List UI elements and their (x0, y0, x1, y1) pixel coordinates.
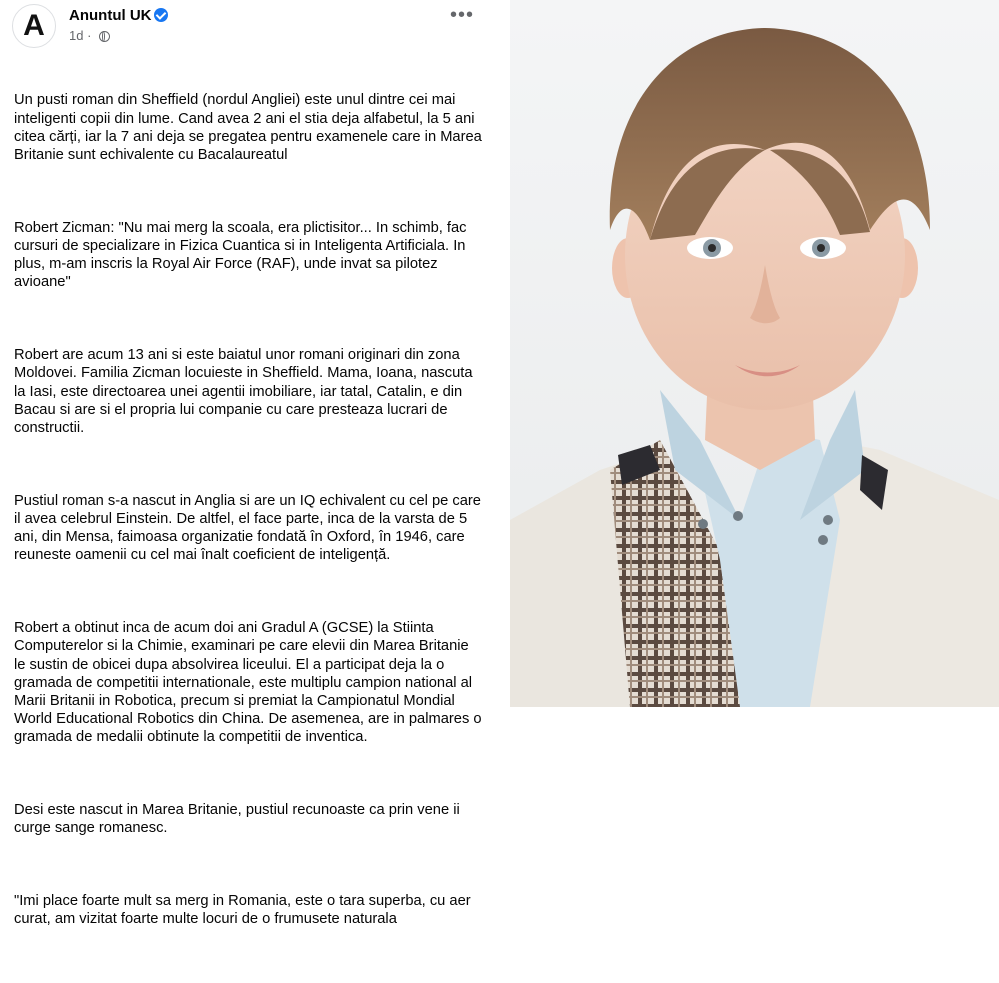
page-name-row (69, 7, 168, 24)
post-meta: 1d · (69, 28, 110, 43)
globe-icon (99, 31, 110, 42)
post-paragraph: Desi este nascut in Marea Britanie, pustiul recunoaste ca prin vene ii curge sange romanesc. (14, 802, 464, 837)
page-name[interactable]: Anuntul UK (69, 7, 152, 24)
post-time[interactable]: 1d (69, 28, 84, 43)
boy-portrait-image (510, 0, 999, 707)
post-header (12, 4, 492, 50)
more-options-icon[interactable]: ••• (449, 4, 474, 26)
post-paragraph: Un pusti roman din Sheffield (nordul Angliei) este unul dintre cei mai inteligenti copii din lume. Cand avea 2 ani el stia deja alfabetul, la 5 ani citea cărți, iar la 7 ani deja se pregatea pentru examenele care in Marea Britanie sunt echivalente cu Bacalaureatul (14, 92, 486, 164)
verified-badge-icon (154, 8, 168, 22)
post-panel (0, 0, 507, 928)
post-paragraph: "Imi place foarte mult sa merg in Romania, este o tara superba, cu aer curat, am vizitat foarte multe locuri de o frumusete naturala (14, 893, 475, 928)
avatar-letter: A (23, 9, 45, 42)
post-photo[interactable] (510, 0, 999, 707)
post-paragraph: Robert a obtinut inca de acum doi ani Gradul A (GCSE) la Stiinta Computerelor si la Chimie, examinari pe care elevii din Marea Britanie le sustin de obicei dupa absolvirea liceului. El a participat deja la o gramada de competitii internationale, este multiplu campion national al Marii Britanii in Robotica, precum si premiat la Campionatul Mondial World Educational Robotics din China. De asemenea, are in palmares o gramada de medalii obtinute la competitii de inventica. (14, 620, 486, 746)
page-avatar[interactable] (12, 4, 56, 48)
post-paragraph: Robert Zicman: "Nu mai merg la scoala, era plictisitor... In schimb, fac cursuri de specializare in Fizica Cuantica si in Inteligenta Artificiala. In plus, m-am inscris la Royal Air Force (RAF), unde invat sa pilotez avioane" (14, 219, 471, 291)
post-paragraph: Pustiul roman s-a nascut in Anglia si are un IQ echivalent cu cel pe care il avea celebrul Einstein. De altfel, el face parte, inca de la varsta de 5 ani, din Mensa, faimoasa organizatie fondată în Oxford, în 1946, care reuneste oamenii cu cel mai înalt coeficient de inteligență. (14, 492, 486, 564)
post-text (14, 55, 484, 983)
post-paragraph: Robert are acum 13 ani si este baiatul unor romani originari din zona Moldovei. Familia Zicman locuieste in Sheffield. Mama, Ioana, nascuta la Iasi, este directoarea unei agentii imobiliare, iar tatal, Catalin, e din Bacau si are si el propria lui companie cu care presteaza lucrari de constructii. (14, 347, 477, 437)
